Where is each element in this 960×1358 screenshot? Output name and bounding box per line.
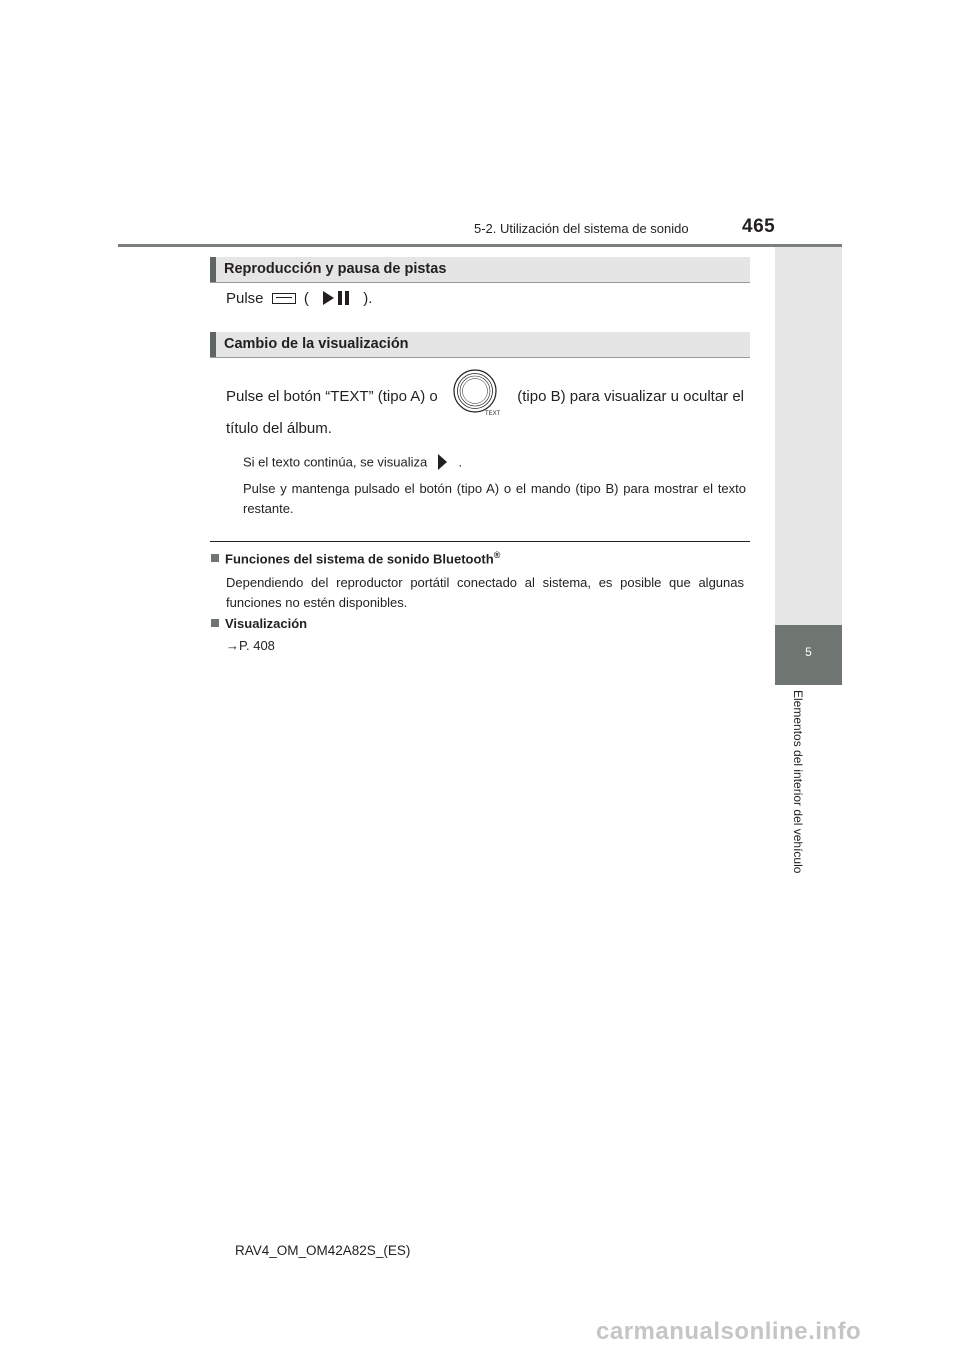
visualization-heading [211, 616, 307, 631]
section-bar [210, 332, 216, 357]
play-pause-icon [323, 290, 353, 306]
bluetooth-text: Dependiendo del reproductor portátil conectado al sistema, es posible que algunas funciones no estén disponibles. [226, 575, 744, 610]
divider [210, 541, 750, 542]
square-bullet-icon [211, 554, 219, 562]
square-bullet-icon [211, 619, 219, 627]
instruction-pre: Pulse [226, 290, 264, 307]
button-key-icon [272, 293, 296, 304]
section-bar [210, 257, 216, 282]
instruction-mid: ( [303, 290, 309, 307]
playback-instruction [226, 290, 372, 308]
visualization-ref [226, 638, 275, 653]
ref-page: P. 408 [239, 638, 275, 653]
page-number: 465 [742, 216, 776, 237]
section-title: Cambio de la visualización [224, 336, 409, 352]
visualization-heading-text: Visualización [225, 616, 308, 631]
display-line1-pre: Pulse el botón “TEXT” (tipo A) o [226, 388, 438, 405]
chapter-tab [775, 625, 842, 685]
note1-pre: Si el texto continúa, se visualiza [243, 454, 428, 470]
footer-code: RAV4_OM_OM42A82S_(ES) [235, 1243, 411, 1258]
section-header-playback [210, 257, 750, 283]
bluetooth-heading [211, 550, 500, 566]
instruction-post: ). [363, 290, 373, 307]
registered-mark: ® [493, 550, 501, 560]
section-header-display [210, 332, 750, 358]
display-note2: Pulse y mantenga pulsado el botón (tipo A) o el mando (tipo B) para mostrar el texto restante. [243, 481, 746, 516]
knob-label: TEXT [485, 411, 501, 417]
chapter-title-wrap [783, 690, 813, 900]
display-line2: título del álbum. [226, 420, 332, 437]
ref-arrow: → [226, 638, 239, 653]
text-knob-icon [451, 369, 503, 419]
header-rule [118, 244, 842, 247]
chapter-number: 5 [805, 645, 812, 659]
continue-arrow-icon [437, 453, 449, 471]
watermark: carmanualsonline.info [596, 1318, 862, 1345]
header-section-title: 5-2. Utilización del sistema de sonido [474, 221, 689, 236]
display-note1 [243, 453, 462, 473]
section-title: Reproducción y pausa de pistas [224, 261, 447, 277]
bluetooth-heading-text: Funciones del sistema de sonido Bluetooth [225, 551, 494, 567]
note1-post: . [458, 454, 463, 470]
display-line1-post: (tipo B) para visualizar u ocultar el [517, 388, 744, 405]
chapter-title: Elementos del interior del vehículo [791, 690, 805, 874]
side-tab-background [775, 247, 842, 625]
